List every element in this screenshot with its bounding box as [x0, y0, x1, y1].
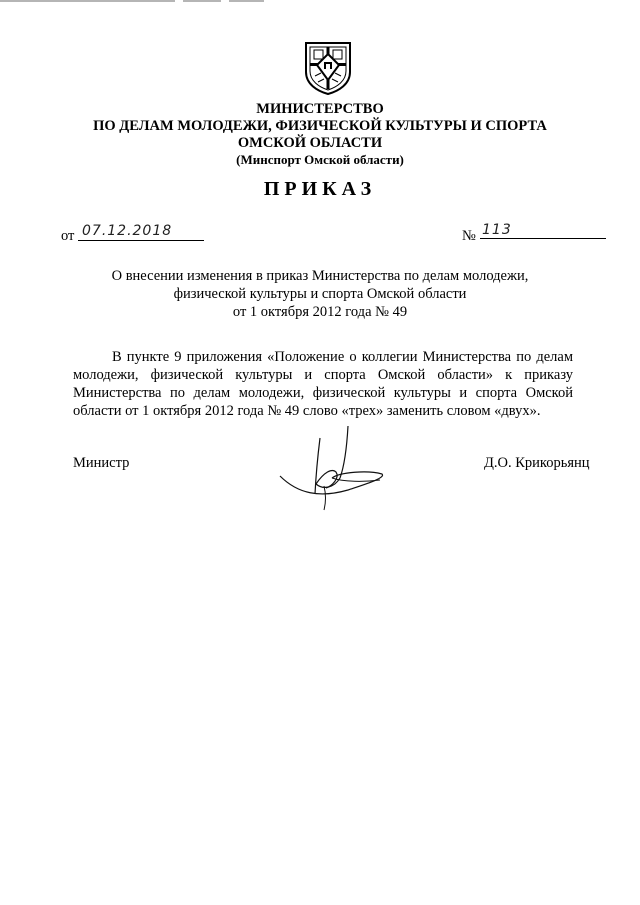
- coat-of-arms-emblem: [303, 40, 353, 96]
- ministry-short-name: (Минспорт Омской области): [236, 152, 404, 167]
- subject-line-1: О внесении изменения в приказ Министерства по делам молодежи,: [111, 268, 529, 284]
- number-value: 113: [482, 222, 512, 238]
- ministry-name-line-1: МИНИСТЕРСТВО: [256, 101, 384, 117]
- order-title: ПРИКАЗ: [263, 178, 377, 200]
- subject-line-3: от 1 октября 2012 года № 49: [232, 304, 408, 320]
- ministry-name-line-2: ПО ДЕЛАМ МОЛОДЕЖИ, ФИЗИЧЕСКОЙ КУЛЬТУРЫ И СПОРТА: [93, 118, 547, 134]
- number-underline: [480, 238, 606, 239]
- ministry-name-line-3: ОМСКОЙ ОБЛАСТИ: [237, 135, 383, 151]
- signatory-position: Министр: [73, 455, 130, 471]
- subject-line-2: физической культуры и спорта Омской области: [173, 286, 467, 302]
- number-prefix: №: [462, 228, 476, 244]
- signatory-name: Д.О. Крикорьянц: [484, 455, 590, 471]
- order-body-paragraph: В пункте 9 приложения «Положение о коллегии Министерства по делам молодежи, физической культуры и спорта Омской области» к приказу Министерства по делам молодежи, физической культуры и спорта Омской области от 1 октября 2012 года № 49 слово «трех» заменить словом «двух».: [73, 349, 573, 419]
- scan-artifact-line: [0, 0, 175, 2]
- scan-artifact-line: [229, 0, 264, 2]
- scan-artifact-line: [183, 0, 221, 2]
- handwritten-signature: [268, 424, 398, 512]
- date-value: 07.12.2018: [82, 223, 173, 239]
- date-prefix: от: [61, 228, 75, 244]
- date-underline: [78, 240, 204, 241]
